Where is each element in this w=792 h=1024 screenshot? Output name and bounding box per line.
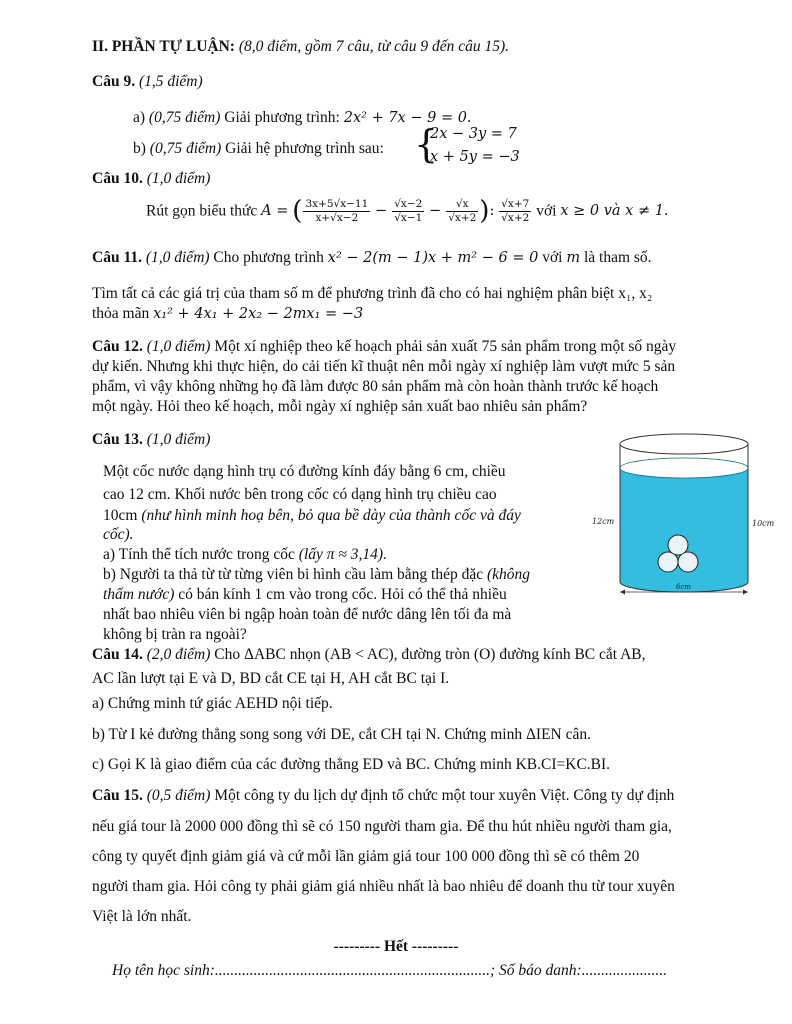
q13-l7 bbox=[103, 586, 507, 605]
q13-l3a: 10cm bbox=[103, 507, 142, 524]
q10-text: Rút gọn biểu thức bbox=[146, 202, 262, 220]
left-paren: ( bbox=[292, 196, 303, 226]
water-height-label: 10cm bbox=[752, 519, 775, 528]
fraction-3 bbox=[446, 198, 478, 223]
q11-var: m bbox=[566, 250, 581, 266]
fraction-3-den: √x+2 bbox=[448, 211, 477, 224]
cylinder-figure bbox=[588, 428, 780, 600]
q11-text1: Cho phương trình bbox=[209, 249, 328, 266]
q11-line3-text: thỏa mãn bbox=[92, 305, 154, 322]
q9a-prefix: a) bbox=[133, 109, 149, 126]
q12-label: Câu 12. bbox=[92, 338, 143, 355]
q14-line2: AC lần lượt tại E và D, BD cắt CE tại H, AH cắt BC tại I. bbox=[92, 670, 450, 687]
fraction-1 bbox=[303, 198, 370, 223]
steel-ball bbox=[668, 535, 688, 555]
q9-points: (1,5 điểm) bbox=[138, 73, 203, 90]
q13-l3b: (như hình minh hoạ bên, bỏ qua bề dày của thành cốc và đáy bbox=[141, 507, 521, 524]
q13-l7a: thấm nước) bbox=[103, 586, 175, 603]
q11-condition: x₁² + 4x₁ + 2x₂ − 2mx₁ = −3 bbox=[153, 306, 364, 322]
q13-l2: cao 12 cm. Khối nước bên trong cốc có dạng hình trụ chiều cao bbox=[103, 486, 497, 503]
q15-label: Câu 15. bbox=[92, 787, 143, 804]
q10-lhs: A = bbox=[261, 202, 289, 219]
q14-text1: Cho ΔABC nhọn (AB < AC), đường tròn (O) đường kính BC cắt AB, bbox=[210, 646, 646, 663]
q15-text1: Một công ty du lịch dự định tổ chức một tour xuyên Việt. Công ty dự định bbox=[210, 787, 675, 804]
q12-line2: dự kiến. Nhưng khi thực hiện, do cải tiến kĩ thuật nên mỗi ngày xí nghiệp làm vượt mức 5 sản bbox=[92, 358, 676, 375]
fraction-2-den: √x−1 bbox=[394, 211, 423, 224]
right-paren: ) bbox=[479, 196, 490, 226]
q15-points: (0,5 điểm) bbox=[146, 787, 211, 804]
fraction-4-den: √x+2 bbox=[501, 211, 530, 224]
q14-part-b: b) Từ I kẻ đường thẳng song song với DE, cắt CH tại N. Chứng minh ΔIEN cân. bbox=[92, 726, 591, 743]
q13-l5 bbox=[103, 546, 387, 565]
q9b-points: (0,75 điểm) bbox=[149, 140, 222, 157]
minus-sign: − bbox=[375, 202, 388, 219]
minus-sign: − bbox=[429, 202, 442, 219]
fraction-1-num: 3x+5√x−11 bbox=[305, 198, 369, 211]
q13-l1: Một cốc nước dạng hình trụ có đường kính đáy bằng 6 cm, chiều bbox=[103, 463, 506, 480]
q13-l7b: có bán kính 1 cm vào trong cốc. Hỏi có thể thả nhiều bbox=[174, 586, 507, 603]
q9b-text: Giải hệ phương trình sau: bbox=[221, 140, 384, 157]
end-marker: --------- Hết --------- bbox=[333, 938, 459, 955]
q9b-eq1: 2x − 3y = 7 bbox=[430, 126, 517, 142]
q14-line1 bbox=[92, 646, 646, 665]
section-title: II. PHẦN TỰ LUẬN: bbox=[92, 38, 235, 55]
q15-line2: nếu giá tour là 2000 000 đồng thì sẽ có 150 người tham gia. Để thu hút nhiều người tham gia, bbox=[92, 818, 672, 835]
q13-l8: nhất bao nhiêu viên bi ngập hoàn toàn để nước dâng lên tối đa mà bbox=[103, 606, 512, 623]
height-label: 12cm bbox=[592, 517, 615, 526]
q9-label: Câu 9. bbox=[92, 73, 136, 90]
q10-condition: x ≥ 0 và x ≠ 1. bbox=[560, 202, 669, 219]
q13-points: (1,0 điểm) bbox=[146, 431, 211, 448]
q13-l4: cốc). bbox=[103, 526, 134, 543]
q10-points: (1,0 điểm) bbox=[146, 170, 211, 187]
q13-l6 bbox=[103, 566, 530, 585]
q11-points: (1,0 điểm) bbox=[145, 249, 210, 266]
q9-heading bbox=[92, 73, 203, 92]
q9a-equation: 2x² + 7x − 9 = 0. bbox=[343, 110, 472, 126]
q13-l6b: (không bbox=[487, 566, 531, 583]
division-colon: : bbox=[489, 202, 495, 219]
q15-line1 bbox=[92, 787, 674, 806]
q10-label: Câu 10. bbox=[92, 170, 143, 187]
q14-part-a: a) Chứng minh tứ giác AEHD nội tiếp. bbox=[92, 695, 333, 712]
q15-line3: công ty quyết định giảm giá và cứ mỗi lần giảm giá tour 100 000 đồng thì sẽ có thêm 20 bbox=[92, 848, 640, 865]
q12-points: (1,0 điểm) bbox=[146, 338, 211, 355]
fraction-4 bbox=[499, 198, 531, 223]
q13-l5b: (lấy π ≈ 3,14). bbox=[298, 546, 387, 563]
q15-line5: Việt là lớn nhất. bbox=[92, 908, 192, 925]
q13-l6a: b) Người ta thả từ từ từng viên bi hình cầu làm bằng thép đặc bbox=[103, 566, 488, 583]
q14-part-c: c) Gọi K là giao điểm của các đường thẳng ED và BC. Chứng minh KB.CI=KC.BI. bbox=[92, 756, 611, 773]
q14-points: (2,0 điểm) bbox=[146, 646, 211, 663]
q11-equation: x² − 2(m − 1)x + m² − 6 = 0 bbox=[327, 250, 539, 266]
q13-label: Câu 13. bbox=[92, 431, 143, 448]
fraction-2 bbox=[392, 198, 424, 223]
q11-line2: Tìm tất cả các giá trị của tham số m để phương trình đã cho có hai nghiệm phân biệt x₁, x₂ bbox=[92, 285, 653, 302]
q9a-points: (0,75 điểm) bbox=[148, 109, 221, 126]
student-info-line: Họ tên học sinh:.......................................................................; Số báo danh:...................... bbox=[112, 962, 667, 979]
cylinder-top-rim bbox=[620, 434, 748, 454]
q10-heading bbox=[92, 170, 210, 189]
q11-line1 bbox=[92, 249, 652, 268]
section-subtitle: (8,0 điểm, gồm 7 câu, từ câu 9 đến câu 15). bbox=[238, 38, 510, 55]
q11-text2: với bbox=[538, 249, 567, 266]
q12-line4: một ngày. Hỏi theo kế hoạch, mỗi ngày xí nghiệp sản xuất bao nhiêu sản phẩm? bbox=[92, 398, 588, 415]
section-header bbox=[92, 38, 509, 57]
fraction-3-num: √x bbox=[446, 198, 478, 211]
q11-line3 bbox=[92, 305, 363, 324]
q13-l3 bbox=[103, 507, 521, 526]
q9a-text: Giải phương trình: bbox=[220, 109, 344, 126]
q9b-eq2: x + 5y = −3 bbox=[430, 149, 520, 165]
q13-l5a: a) Tính thể tích nước trong cốc bbox=[103, 546, 299, 563]
q10-expression bbox=[146, 198, 669, 224]
q13-l9: không bị tràn ra ngoài? bbox=[103, 626, 247, 643]
fraction-2-num: √x−2 bbox=[394, 198, 423, 211]
q9b-prefix: b) bbox=[133, 140, 150, 157]
fraction-4-num: √x+7 bbox=[501, 198, 530, 211]
q11-label: Câu 11. bbox=[92, 249, 142, 266]
water-surface bbox=[620, 458, 748, 478]
water-body bbox=[620, 468, 748, 592]
system-brace: { bbox=[414, 122, 439, 166]
q11-text3: là tham số. bbox=[580, 249, 652, 266]
q12-text1: Một xí nghiệp theo kế hoạch phải sản xuất 75 sản phẩm trong một số ngày bbox=[210, 338, 677, 355]
q15-line4: người tham gia. Hỏi công ty phải giảm giá nhiều nhất là bao nhiêu để doanh thu từ tour xuyên bbox=[92, 878, 675, 895]
width-label: 6cm bbox=[676, 583, 692, 591]
q13-heading bbox=[92, 431, 210, 450]
q12-line1 bbox=[92, 338, 676, 357]
q14-label: Câu 14. bbox=[92, 646, 143, 663]
q9-part-b bbox=[133, 140, 384, 159]
q12-line3: phẩm, vì vậy không những họ đã làm được 80 sản phẩm mà còn hoàn thành trước kế hoạch bbox=[92, 378, 659, 395]
fraction-1-den: x+√x−2 bbox=[315, 211, 359, 224]
q10-tail-text: với bbox=[532, 202, 561, 220]
